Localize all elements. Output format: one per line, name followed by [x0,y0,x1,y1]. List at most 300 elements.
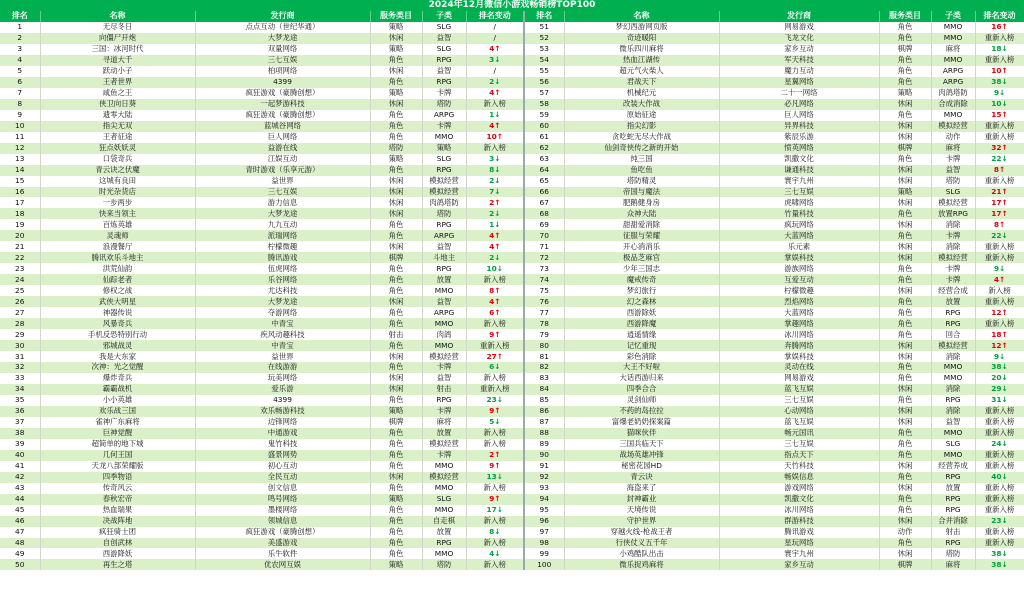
table-row [0,406,1024,417]
rank-change-cell: 38↓ [975,362,1024,373]
subtype-cell: 模拟经营 [422,472,466,483]
game-name-cell: 记忆重现 [564,340,719,351]
game-name-cell: 少年三国志 [564,263,719,274]
rank-cell: 77 [524,307,564,318]
table-row [0,505,1024,516]
rank-change-cell: 2↑ [466,450,524,461]
category-cell: 棋牌 [879,143,931,154]
rank-cell: 12 [0,143,40,154]
subtype-cell: MMO [931,33,975,44]
publisher-cell: 大梦龙途 [195,33,370,44]
game-name-cell: 热血瑞果 [40,505,195,516]
category-cell: 棋牌 [370,417,422,428]
rank-change-cell: 重新入榜 [466,340,524,351]
rank-change-cell: 24↓ [975,439,1024,450]
rank-change-cell: 10↑ [466,132,524,143]
category-cell: 策略 [879,187,931,198]
subtype-cell: 模拟经营 [422,176,466,187]
game-name-cell: 西游降魔 [564,318,719,329]
game-name-cell: 灵剑仙师 [564,395,719,406]
subtype-cell: RPG [422,77,466,88]
rank-change-cell: 新入榜 [466,428,524,439]
subtype-cell: MMO [931,22,975,33]
table-row [0,548,1024,559]
publisher-cell: 巨人网络 [719,110,879,121]
rank-cell: 25 [0,285,40,296]
rank-cell: 52 [524,33,564,44]
rank-cell: 78 [524,318,564,329]
subtype-cell: MMO [422,285,466,296]
subtype-cell: 益智 [931,165,975,176]
rank-change-cell: 6↓ [466,362,524,373]
rank-change-cell: / [466,66,524,77]
rank-cell: 13 [0,154,40,165]
col-header-change-2: 排名变动 [975,11,1024,22]
publisher-cell: 盛景网势 [195,450,370,461]
category-cell: 休闲 [370,373,422,384]
publisher-cell: 群游科技 [719,516,879,527]
publisher-cell: 腾讯游戏 [195,252,370,263]
publisher-cell: 指点天下 [719,450,879,461]
publisher-cell: 三七互娱 [719,187,879,198]
game-name-cell: 微乐四川麻将 [564,44,719,55]
rank-change-cell: 4↑ [466,241,524,252]
rank-cell: 20 [0,230,40,241]
rank-change-cell: 7↓ [466,187,524,198]
rank-change-cell: / [466,33,524,44]
rank-cell: 2 [0,33,40,44]
game-name-cell: 快来当领主 [40,208,195,219]
rank-cell: 90 [524,450,564,461]
category-cell: 休闲 [370,384,422,395]
rank-cell: 26 [0,296,40,307]
header-row [0,11,1024,22]
game-name-cell: 邪城战灵 [40,340,195,351]
publisher-cell: 家乡互动 [719,44,879,55]
category-cell: 策略 [370,44,422,55]
publisher-cell: 尤达科技 [195,285,370,296]
rank-change-cell: 9↑ [466,494,524,505]
rank-change-cell: 4↑ [466,88,524,99]
rank-change-cell: 重新入榜 [975,483,1024,494]
rank-cell: 39 [0,439,40,450]
category-cell: 休闲 [879,406,931,417]
publisher-cell: 紫辰乐游 [719,132,879,143]
rank-cell: 68 [524,208,564,219]
game-name-cell: 霸霸战机 [40,384,195,395]
subtype-cell: MMO [422,132,466,143]
rank-change-cell: 9↑ [466,329,524,340]
rank-change-cell: 新入榜 [466,559,524,570]
rank-cell: 37 [0,417,40,428]
category-cell: 休闲 [879,132,931,143]
rank-cell: 29 [0,329,40,340]
rank-cell: 32 [0,362,40,373]
rank-cell: 71 [524,241,564,252]
table-row [0,318,1024,329]
publisher-cell: 领城信息 [195,516,370,527]
rank-cell: 18 [0,208,40,219]
category-cell: 休闲 [879,197,931,208]
table-row [0,22,1024,33]
category-cell: 休闲 [879,176,931,187]
rank-cell: 40 [0,450,40,461]
category-cell: 休闲 [370,176,422,187]
game-name-cell: 雀神广东麻将 [40,417,195,428]
category-cell: 角色 [879,77,931,88]
game-name-cell: 小鸡酷队出击 [564,548,719,559]
category-cell: 策略 [370,154,422,165]
table-row [0,362,1024,373]
subtype-cell: 回合 [931,329,975,340]
rank-change-cell: 重新入榜 [975,406,1024,417]
rank-change-cell: 40↓ [975,472,1024,483]
subtype-cell: 塔防 [422,99,466,110]
rank-cell: 91 [524,461,564,472]
rank-cell: 10 [0,121,40,132]
category-cell: 角色 [879,450,931,461]
publisher-cell: 在线游游 [195,362,370,373]
game-name-cell: 塔防精灵 [564,176,719,187]
publisher-cell: 伍虎网络 [195,263,370,274]
game-name-cell: 仙剑奇侠传之新的开始 [564,143,719,154]
publisher-cell: 点点互动（世纪华通） [195,22,370,33]
game-name-cell: 再生之塔 [40,559,195,570]
rank-change-cell: 4↑ [466,296,524,307]
subtype-cell: 模拟经营 [931,340,975,351]
rank-cell: 16 [0,187,40,198]
rank-cell: 24 [0,274,40,285]
publisher-cell: 灵动在线 [719,362,879,373]
game-name-cell: 三国：冰河时代 [40,44,195,55]
rank-cell: 55 [524,66,564,77]
rank-cell: 17 [0,197,40,208]
publisher-cell: 乐牛软件 [195,548,370,559]
subtype-cell: 益智 [422,241,466,252]
rank-cell: 46 [0,516,40,527]
category-cell: 角色 [879,395,931,406]
game-name-cell: 风暴奇兵 [40,318,195,329]
game-name-cell: 西游降妖 [40,548,195,559]
game-name-cell: 四季物语 [40,472,195,483]
category-cell: 角色 [370,121,422,132]
category-cell: 策略 [370,406,422,417]
publisher-cell: 柠檬微趣 [195,241,370,252]
rank-change-cell: 18↑ [975,329,1024,340]
game-name-cell: 时光杂货店 [40,187,195,198]
game-name-cell: 猫咪伙伴 [564,428,719,439]
publisher-cell: 益游在线 [195,143,370,154]
publisher-cell: 冰川网络 [719,329,879,340]
table-row [0,263,1024,274]
publisher-cell: 游戏网络 [719,483,879,494]
subtype-cell: 肉鸽塔防 [931,88,975,99]
game-name-cell: 奇迹暖阳 [564,33,719,44]
publisher-cell: 游力信息 [195,197,370,208]
category-cell: 策略 [370,22,422,33]
rank-change-cell: 6↑ [466,307,524,318]
category-cell: 休闲 [879,548,931,559]
publisher-cell: 天竹科技 [719,461,879,472]
rank-change-cell: 新入榜 [466,143,524,154]
rank-cell: 92 [524,472,564,483]
rank-change-cell: 29↓ [975,384,1024,395]
table-row [0,187,1024,198]
category-cell: 休闲 [879,121,931,132]
subtype-cell: 麻将 [931,44,975,55]
publisher-cell: 九九互动 [195,219,370,230]
rank-change-cell: 27↑ [466,351,524,362]
rank-change-cell: 22↓ [975,230,1024,241]
game-name-cell: 遗零大陆 [40,110,195,121]
category-cell: 角色 [370,362,422,373]
rank-cell: 27 [0,307,40,318]
game-name-cell: 疯狂骑士团 [40,527,195,538]
table-row [0,417,1024,428]
rank-change-cell: 9↑ [466,406,524,417]
publisher-cell: 魔力互动 [719,66,879,77]
publisher-cell: 夺游网络 [195,307,370,318]
subtype-cell: 塔防 [931,176,975,187]
game-name-cell: 决战阵地 [40,516,195,527]
rank-change-cell: 重新入榜 [975,176,1024,187]
subtype-cell: 塔防 [422,559,466,570]
publisher-cell: 冰川网络 [719,505,879,516]
game-name-cell: 天龙八部荣耀版 [40,461,195,472]
table-row [0,274,1024,285]
game-name-cell: 我是大东家 [40,351,195,362]
publisher-cell: 初心互动 [195,461,370,472]
publisher-cell: 大梦龙途 [195,208,370,219]
game-name-cell: 青云诀之伏魔 [40,165,195,176]
game-name-cell: 小小英雄 [40,395,195,406]
game-name-cell: 帝国与魔法 [564,187,719,198]
category-cell: 角色 [879,263,931,274]
col-header-change: 排名变动 [466,11,524,22]
game-name-cell: 肥鹅健身房 [564,197,719,208]
game-name-cell: 次神：光之觉醒 [40,362,195,373]
subtype-cell: RPG [931,538,975,549]
table-row [0,197,1024,208]
rank-change-cell: 5↓ [466,417,524,428]
subtype-cell: 放置 [422,274,466,285]
publisher-cell: 派瑞网络 [195,230,370,241]
game-name-cell: 海盗来了 [564,483,719,494]
publisher-cell: 凯撒文化 [719,494,879,505]
table-row [0,66,1024,77]
publisher-cell: 飞龙文化 [719,33,879,44]
subtype-cell: RPG [422,538,466,549]
category-cell: 休闲 [879,461,931,472]
subtype-cell: SLG [931,439,975,450]
subtype-cell: RPG [422,165,466,176]
game-name-cell: 侠卫向日葵 [40,99,195,110]
subtype-cell: MMO [422,483,466,494]
rank-cell: 61 [524,132,564,143]
subtype-cell: SLG [422,22,466,33]
rank-cell: 44 [0,494,40,505]
subtype-cell: ARPG [422,110,466,121]
rank-cell: 8 [0,99,40,110]
game-name-cell: 魔戒传奇 [564,274,719,285]
category-cell: 策略 [370,494,422,505]
game-name-cell: 跃动小子 [40,66,195,77]
publisher-cell: 柠檬微趣 [719,285,879,296]
rank-cell: 7 [0,88,40,99]
game-name-cell: 百炼英雄 [40,219,195,230]
subtype-cell: 射击 [422,384,466,395]
game-name-cell: 爆炸奇兵 [40,373,195,384]
game-name-cell: 自创武林 [40,538,195,549]
publisher-cell: 大梦龙途 [195,296,370,307]
subtype-cell: 自走棋 [422,516,466,527]
rank-change-cell: 新入榜 [466,99,524,110]
rank-change-cell: 重新入榜 [975,296,1024,307]
publisher-cell: 游族网络 [719,263,879,274]
publisher-cell: 爱乐游 [195,384,370,395]
subtype-cell: 放置 [931,296,975,307]
game-name-cell: 传奇风云 [40,483,195,494]
col-header-rank: 排名 [0,11,40,22]
publisher-cell: 中青宝 [195,340,370,351]
rank-change-cell: 新入榜 [466,538,524,549]
table-row [0,110,1024,121]
game-name-cell: 咸鱼之王 [40,88,195,99]
category-cell: 角色 [370,450,422,461]
subtype-cell: 肉鸽 [422,329,466,340]
subtype-cell: 卡牌 [931,230,975,241]
table-row [0,165,1024,176]
publisher-cell: 青时游戏（乐享元游） [195,165,370,176]
subtype-cell: 塔防 [931,548,975,559]
publisher-cell: 畅元国讯 [719,428,879,439]
publisher-cell: 疯狂游戏（豪腾创想） [195,527,370,538]
publisher-cell: 家乡互动 [719,559,879,570]
game-name-cell: 改装大作战 [564,99,719,110]
publisher-cell: 军天科技 [719,55,879,66]
category-cell: 角色 [370,55,422,66]
game-name-cell: 大话西游归来 [564,373,719,384]
category-cell: 休闲 [370,472,422,483]
col-header-publisher: 发行商 [195,11,370,22]
col-header-category: 服务类目 [370,11,422,22]
publisher-cell: 掌娱科技 [719,252,879,263]
publisher-cell: 凯撒文化 [719,154,879,165]
subtype-cell: MMO [422,548,466,559]
category-cell: 角色 [370,230,422,241]
rank-change-cell: 4↑ [466,121,524,132]
rank-change-cell: 重新入榜 [975,494,1024,505]
game-name-cell: 君战天下 [564,77,719,88]
rank-change-cell: 4↓ [466,548,524,559]
category-cell: 角色 [370,395,422,406]
game-name-cell: 手机反恐特别行动 [40,329,195,340]
rank-change-cell: 32↑ [975,143,1024,154]
table-row [0,428,1024,439]
rank-cell: 54 [524,55,564,66]
category-cell: 角色 [879,538,931,549]
publisher-cell: 益世界 [195,176,370,187]
subtype-cell: 策略 [422,143,466,154]
rank-cell: 1 [0,22,40,33]
game-name-cell: 封神霸业 [564,494,719,505]
col-header-category-2: 服务类目 [879,11,931,22]
category-cell: 策略 [370,88,422,99]
subtype-cell: 经营养成 [931,461,975,472]
game-name-cell: 超元气火柴人 [564,66,719,77]
rank-change-cell: 16↑ [975,22,1024,33]
table-row [0,219,1024,230]
category-cell: 策略 [879,88,931,99]
rank-change-cell: 12↑ [975,340,1024,351]
category-cell: 角色 [370,307,422,318]
publisher-cell: 欢乐畅游科技 [195,406,370,417]
game-name-cell: 四季合合 [564,384,719,395]
subtype-cell: SLG [422,154,466,165]
subtype-cell: MMO [931,110,975,121]
game-name-cell: 守护世界 [564,516,719,527]
rank-change-cell: 重新入榜 [975,505,1024,516]
rank-cell: 4 [0,55,40,66]
subtype-cell: MMO [931,362,975,373]
rank-cell: 43 [0,483,40,494]
table-row [0,395,1024,406]
category-cell: 塔防 [370,143,422,154]
rank-cell: 69 [524,219,564,230]
subtype-cell: RPG [931,307,975,318]
category-cell: 角色 [879,472,931,483]
table-row [0,384,1024,395]
game-name-cell: 欢乐战三国 [40,406,195,417]
game-name-cell: 彩色消除 [564,351,719,362]
col-header-subtype: 子类 [422,11,466,22]
rank-change-cell: 新入榜 [466,373,524,384]
publisher-cell: 优农网互娱 [195,559,370,570]
rank-change-cell: 重新入榜 [975,428,1024,439]
rank-cell: 19 [0,219,40,230]
rank-change-cell: 重新入榜 [975,450,1024,461]
rank-change-cell: 8↓ [466,527,524,538]
subtype-cell: 益智 [422,296,466,307]
category-cell: 角色 [370,77,422,88]
category-cell: 休闲 [879,285,931,296]
rank-change-cell: 17↓ [466,505,524,516]
category-cell: 角色 [879,22,931,33]
subtype-cell: 消除 [931,384,975,395]
category-cell: 角色 [370,263,422,274]
rank-change-cell: 21↑ [975,187,1024,198]
category-cell: 休闲 [370,99,422,110]
category-cell: 角色 [879,428,931,439]
rank-change-cell: 2↓ [466,77,524,88]
game-name-cell: 穿越火线-枪战王者 [564,527,719,538]
game-name-cell: 青云诀 [564,472,719,483]
subtype-cell: 模拟经营 [422,439,466,450]
rank-cell: 28 [0,318,40,329]
table-row [0,516,1024,527]
rank-change-cell: 3↓ [466,154,524,165]
rank-cell: 21 [0,241,40,252]
rank-cell: 73 [524,263,564,274]
game-name-cell: 三国兵临天下 [564,439,719,450]
game-name-cell: 极品芝麻官 [564,252,719,263]
subtype-cell: 放置RPG [931,208,975,219]
col-header-name-2: 名称 [564,11,719,22]
rank-change-cell: 15↑ [975,110,1024,121]
subtype-cell: 消除 [931,406,975,417]
game-name-cell: 仙踪老者 [40,274,195,285]
rank-change-cell: 新入榜 [466,516,524,527]
